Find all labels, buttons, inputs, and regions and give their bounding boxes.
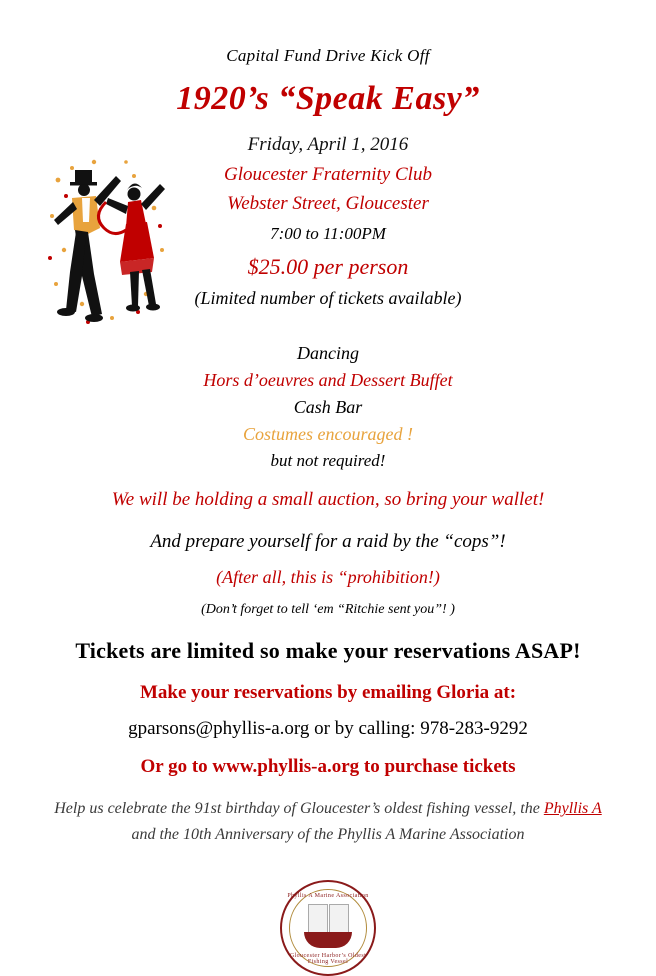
ritchie-note: (Don’t forget to tell ‘em “Ritchie sent you”! ) bbox=[201, 602, 455, 617]
activity-hors-doeuvres: Hors d’oeuvres and Dessert Buffet bbox=[203, 370, 453, 390]
activity-dancing: Dancing bbox=[297, 343, 359, 363]
hull-icon bbox=[304, 932, 352, 948]
flyer-page bbox=[0, 46, 656, 973]
raid-note: And prepare yourself for a raid by the “cops”! bbox=[150, 531, 506, 552]
prohibition-note: (After all, this is “prohibition!) bbox=[216, 567, 440, 587]
association-logo-wrap bbox=[0, 880, 656, 976]
sail-right-icon bbox=[329, 904, 349, 934]
celebrate-prefix: Help us celebrate the 91st birthday of Gloucester’s oldest fishing vessel, the bbox=[54, 800, 544, 817]
event-venue: Gloucester Fraternity Club bbox=[224, 164, 432, 185]
tickets-asap-heading: Tickets are limited so make your reservations ASAP! bbox=[75, 638, 581, 663]
activity-cash-bar: Cash Bar bbox=[293, 397, 363, 417]
anniversary-line: and the 10th Anniversary of the Phyllis A Marine Association bbox=[131, 826, 525, 843]
website-line[interactable]: Or go to www.phyllis-a.org to purchase tickets bbox=[140, 756, 516, 777]
kickoff-line: Capital Fund Drive Kick Off bbox=[226, 46, 430, 65]
auction-note: We will be holding a small auction, so bring your wallet! bbox=[111, 489, 545, 510]
logo-text-top: Phyllis A Marine Association bbox=[287, 893, 369, 899]
boat-icon bbox=[304, 906, 352, 948]
activity-not-required: but not required! bbox=[270, 451, 386, 470]
dancing-couple-illustration bbox=[42, 154, 172, 344]
sail-left-icon bbox=[308, 904, 328, 934]
event-date: Friday, April 1, 2016 bbox=[247, 134, 409, 155]
event-street: Webster Street, Gloucester bbox=[227, 193, 429, 214]
vessel-name: Phyllis A bbox=[543, 800, 602, 817]
phyllis-a-marine-association-logo bbox=[280, 880, 376, 976]
event-price: $25.00 per person bbox=[247, 254, 409, 279]
contact-email-phone[interactable]: gparsons@phyllis-a.org or by calling: 978-283-9292 bbox=[128, 718, 528, 739]
celebrate-line bbox=[0, 800, 656, 818]
reservations-heading: Make your reservations by emailing Gloria at: bbox=[139, 682, 517, 703]
activity-costumes: Costumes encouraged ! bbox=[243, 424, 413, 444]
event-time: 7:00 to 11:00PM bbox=[270, 224, 386, 243]
event-title: 1920’s “Speak Easy” bbox=[176, 80, 480, 117]
logo-text-bottom: Gloucester Harbor’s Oldest Fishing Vessel bbox=[289, 953, 367, 965]
limited-tickets-note: (Limited number of tickets available) bbox=[194, 288, 462, 308]
